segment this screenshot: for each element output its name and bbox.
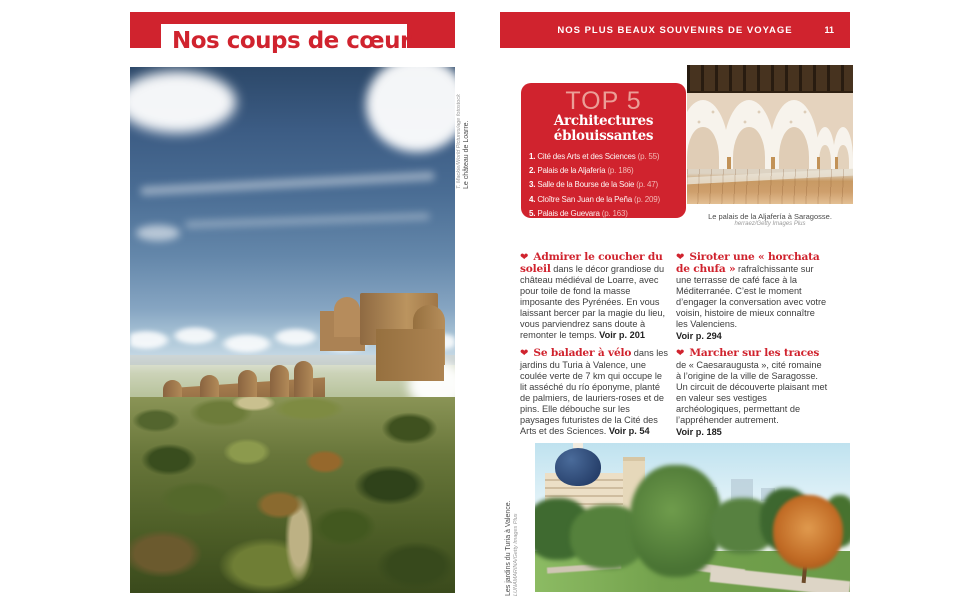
photo-credit: LUNAMARINA/Getty Images Plus — [513, 513, 519, 596]
top5-list — [529, 150, 678, 221]
cloud-streak — [185, 213, 430, 229]
page-title: Nos coups de cœur — [172, 27, 411, 54]
castle-turret — [334, 297, 360, 337]
list-item: 2. Palais de la Aljafería (p. 186) — [529, 166, 634, 176]
castle-photo — [130, 67, 455, 593]
photo-caption: Les jardins du Turia à Valence. — [505, 500, 512, 596]
souvenir-body: dans le décor grandiose du château médiéval de Loarre, avec pour toile de fond la masse imposante des Pyrénées. En vous laissant bercer par la magie du lieu, vous parviendrez sans doute à remonter le temps. — [520, 264, 666, 340]
page-number: 11 — [824, 25, 834, 35]
souvenir-title: Admirer le coucher du soleil — [520, 251, 663, 276]
top5-title: TOP 5 — [565, 87, 642, 115]
hillside — [130, 397, 455, 593]
cloud-streak — [140, 171, 435, 195]
souvenir-block — [520, 252, 670, 340]
garden-photo — [535, 443, 850, 592]
souvenir-title: Marcher sur les traces — [689, 347, 820, 360]
palace-floor — [687, 169, 853, 204]
tree — [630, 465, 722, 577]
page-ref: Voir p. 185 — [676, 426, 722, 437]
photo-credit: T. Mackie/World Pictures/age fotostock — [456, 94, 462, 189]
cloud — [366, 67, 455, 152]
photo-caption: Le château de Loarre. — [463, 120, 470, 189]
top5-subtitle-line2: éblouissantes — [553, 128, 654, 144]
souvenir-block — [676, 252, 828, 341]
list-item: 4. Cloître San Juan de la Peña (p. 209) — [529, 194, 660, 204]
heart-icon: ❤ — [676, 348, 685, 360]
right-header-band — [500, 12, 850, 48]
souvenir-block — [676, 348, 828, 437]
page-ref: Voir p. 201 — [599, 329, 645, 340]
souvenir-title: Siroter une « horchata de chufa » — [676, 251, 820, 276]
aljaferia-caption: Le palais de la Aljafería à Saragosse. — [708, 212, 832, 221]
left-header-titlebox — [161, 24, 411, 57]
orange-tree — [773, 495, 843, 569]
cloud — [130, 71, 236, 133]
page-ref: Voir p. 54 — [608, 425, 650, 436]
list-item: 5. Palais de Guevara (p. 163) — [529, 208, 628, 218]
garden-photo-caption — [505, 464, 520, 596]
list-item: 3. Salle de la Bourse de la Soie (p. 47) — [529, 180, 659, 190]
souvenir-block — [520, 348, 670, 436]
top5-box — [521, 83, 686, 218]
heart-icon: ❤ — [520, 252, 529, 264]
running-head: NOS PLUS BEAUX SOUVENIRS DE VOYAGE — [557, 24, 793, 36]
souvenir-body: de « Caesaraugusta », cité romaine à l’origine de la ville de Saragosse. Un circuit de découverte plaisant met en valeur ses vestiges archéologiques, permettant de l’appréhender autrement. — [676, 360, 828, 425]
castle-photo-caption — [456, 57, 471, 189]
cloud — [136, 225, 180, 241]
souvenir-title: Se balader à vélo — [533, 347, 632, 360]
blue-dome — [555, 448, 601, 486]
castle-base — [376, 329, 444, 381]
souvenir-body: dans les jardins du Turia à Valence, une coulée verte de 7 km qui occupe le lit asséché du río éponyme, planté de palmiers, de lauriers-roses et de pins. Elle débouche sur les paysages futuristes de la Cité des Arts et des Sciences. — [520, 348, 668, 436]
top5-subtitle-line1: Architectures — [553, 113, 654, 129]
heart-icon: ❤ — [520, 348, 529, 360]
souvenir-body: rafraîchissante sur une terrasse de café face à la Méditerranée. C’est le moment d’engager la conversation avec votre voisin, histoire de mieux connaître les Valenciens. — [676, 264, 827, 329]
list-item: 1. Cité des Arts et des Sciences (p. 55) — [529, 152, 660, 161]
aljaferia-credit: herraez/Getty Images Plus — [734, 221, 806, 227]
palace-ceiling — [687, 65, 853, 93]
aljaferia-photo — [687, 65, 853, 204]
heart-icon: ❤ — [676, 252, 685, 264]
page-ref: Voir p. 294 — [676, 330, 722, 341]
